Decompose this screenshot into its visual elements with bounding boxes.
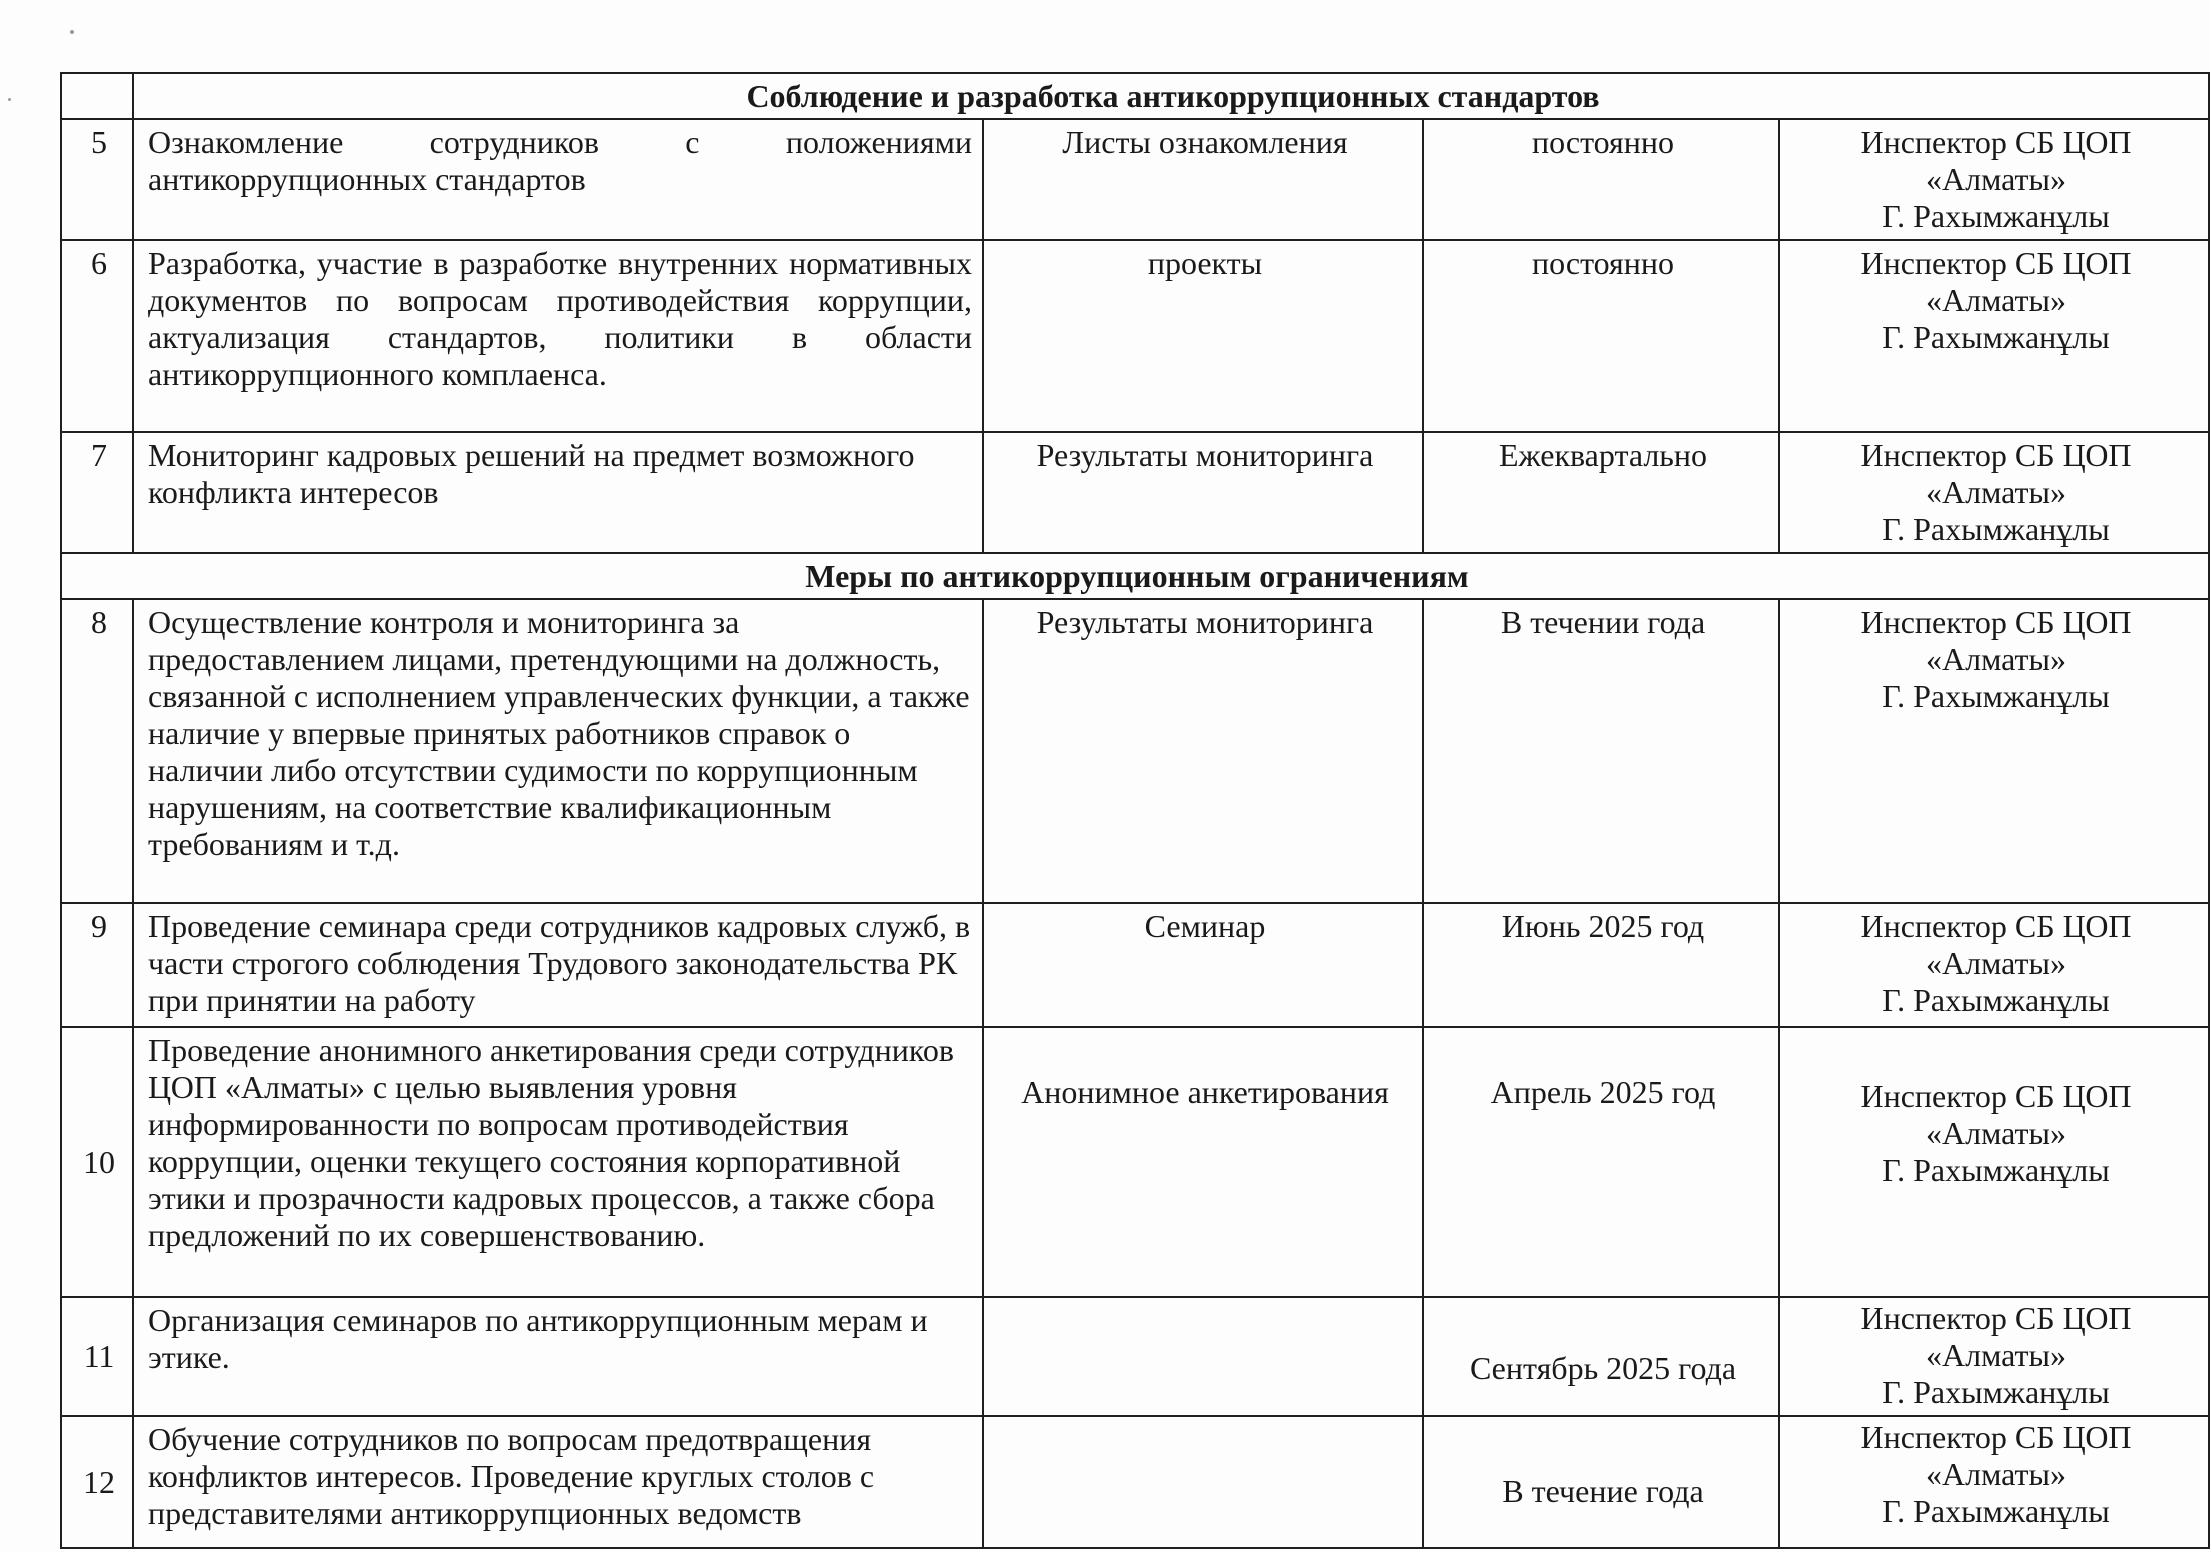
responsible-cell	[1779, 1416, 2209, 1548]
responsible-position: Инспектор СБ ЦОП	[1860, 908, 2132, 944]
responsible-position: Инспектор СБ ЦОП	[1860, 1300, 2132, 1336]
responsible-cell	[1779, 599, 2209, 903]
responsible-org: «Алматы»	[1926, 161, 2066, 197]
responsible-name: Г. Рахымжанұлы	[1882, 678, 2110, 714]
table-row	[61, 1027, 2209, 1297]
completion-form-cell: проекты	[983, 240, 1423, 432]
section-title: Соблюдение и разработка антикоррупционных стандартов	[133, 73, 2209, 119]
responsible-position: Инспектор СБ ЦОП	[1860, 437, 2132, 473]
responsible-org: «Алматы»	[1926, 641, 2066, 677]
table-row	[61, 240, 2209, 432]
responsible-name: Г. Рахымжанұлы	[1882, 1152, 2110, 1188]
responsible-org: «Алматы»	[1926, 474, 2066, 510]
row-number: 6	[61, 240, 133, 432]
completion-form-cell: Результаты мониторинга	[983, 599, 1423, 903]
deadline-cell: Ежеквартально	[1423, 432, 1779, 553]
row-number: 11	[61, 1297, 133, 1416]
responsible-org: «Алматы»	[1926, 1456, 2066, 1492]
responsible-position: Инспектор СБ ЦОП	[1860, 124, 2132, 160]
responsible-name: Г. Рахымжанұлы	[1882, 982, 2110, 1018]
row-number: 8	[61, 599, 133, 903]
responsible-cell	[1779, 1027, 2209, 1297]
table-row	[61, 599, 2209, 903]
action-cell: Мониторинг кадровых решений на предмет возможного конфликта интересов	[133, 432, 983, 553]
responsible-name: Г. Рахымжанұлы	[1882, 198, 2110, 234]
action-cell: Обучение сотрудников по вопросам предотвращения конфликтов интересов. Проведение круглых столов с представителями антикоррупционных ведомств	[133, 1416, 983, 1548]
responsible-name: Г. Рахымжанұлы	[1882, 1493, 2110, 1529]
completion-form-cell: Листы ознакомления	[983, 119, 1423, 240]
responsible-cell	[1779, 903, 2209, 1027]
completion-form-cell	[983, 1297, 1423, 1416]
responsible-org: «Алматы»	[1926, 945, 2066, 981]
responsible-org: «Алматы»	[1926, 1337, 2066, 1373]
scan-speck	[8, 98, 11, 101]
action-cell: Ознакомление сотрудников с положениями антикоррупционных стандартов	[133, 119, 983, 240]
deadline-cell: Апрель 2025 год	[1423, 1027, 1779, 1297]
scan-speck	[70, 30, 74, 34]
responsible-cell	[1779, 432, 2209, 553]
table-row	[61, 1416, 2209, 1548]
completion-form-cell: Результаты мониторинга	[983, 432, 1423, 553]
responsible-org: «Алматы»	[1926, 282, 2066, 318]
responsible-name: Г. Рахымжанұлы	[1882, 319, 2110, 355]
responsible-name: Г. Рахымжанұлы	[1882, 511, 2110, 547]
section-header-row	[61, 73, 2209, 119]
section-header-row	[61, 553, 2209, 599]
action-cell: Проведение семинара среди сотрудников кадровых служб, в части строгого соблюдения Трудового законодательства РК при принятии на работу	[133, 903, 983, 1027]
table-row	[61, 432, 2209, 553]
table-row	[61, 903, 2209, 1027]
action-cell: Разработка, участие в разработке внутренних нормативных документов по вопросам противодействия коррупции, актуализация стандартов, политики в области антикоррупционного комплаенса.	[133, 240, 983, 432]
action-cell: Осуществление контроля и мониторинга за предоставлением лицами, претендующими на должность, связанной с исполнением управленческих функции, а также наличие у впервые принятых работников справок о наличии либо отсутствии судимости по коррупционным нарушениям, на соответствие квалификационным требованиям и т.д.	[133, 599, 983, 903]
anticorruption-plan-table	[60, 72, 2210, 1549]
responsible-position: Инспектор СБ ЦОП	[1860, 1078, 2132, 1114]
deadline-cell: постоянно	[1423, 240, 1779, 432]
action-cell: Проведение анонимного анкетирования среди сотрудников ЦОП «Алматы» с целью выявления уровня информированности по вопросам противодействия коррупции, оценки текущего состояния корпоративной этики и прозрачности кадровых процессов, а также сбора предложений по их совершенствованию.	[133, 1027, 983, 1297]
section-num-cell	[61, 73, 133, 119]
responsible-org: «Алматы»	[1926, 1115, 2066, 1151]
table-row	[61, 1297, 2209, 1416]
responsible-cell	[1779, 119, 2209, 240]
completion-form-cell: Семинар	[983, 903, 1423, 1027]
deadline-cell: постоянно	[1423, 119, 1779, 240]
responsible-position: Инспектор СБ ЦОП	[1860, 1419, 2132, 1455]
deadline-cell: В течении года	[1423, 599, 1779, 903]
responsible-position: Инспектор СБ ЦОП	[1860, 604, 2132, 640]
responsible-cell	[1779, 1297, 2209, 1416]
responsible-name: Г. Рахымжанұлы	[1882, 1374, 2110, 1410]
row-number: 12	[61, 1416, 133, 1548]
row-number: 10	[61, 1027, 133, 1297]
responsible-cell	[1779, 240, 2209, 432]
action-cell: Организация семинаров по антикоррупционным мерам и этике.	[133, 1297, 983, 1416]
section-title: Меры по антикоррупционным ограничениям	[61, 553, 2209, 599]
responsible-position: Инспектор СБ ЦОП	[1860, 245, 2132, 281]
deadline-cell: Сентябрь 2025 года	[1423, 1297, 1779, 1416]
deadline-cell: Июнь 2025 год	[1423, 903, 1779, 1027]
row-number: 9	[61, 903, 133, 1027]
deadline-cell: В течение года	[1423, 1416, 1779, 1548]
completion-form-cell: Анонимное анкетирования	[983, 1027, 1423, 1297]
row-number: 5	[61, 119, 133, 240]
row-number: 7	[61, 432, 133, 553]
table-row	[61, 119, 2209, 240]
completion-form-cell	[983, 1416, 1423, 1548]
